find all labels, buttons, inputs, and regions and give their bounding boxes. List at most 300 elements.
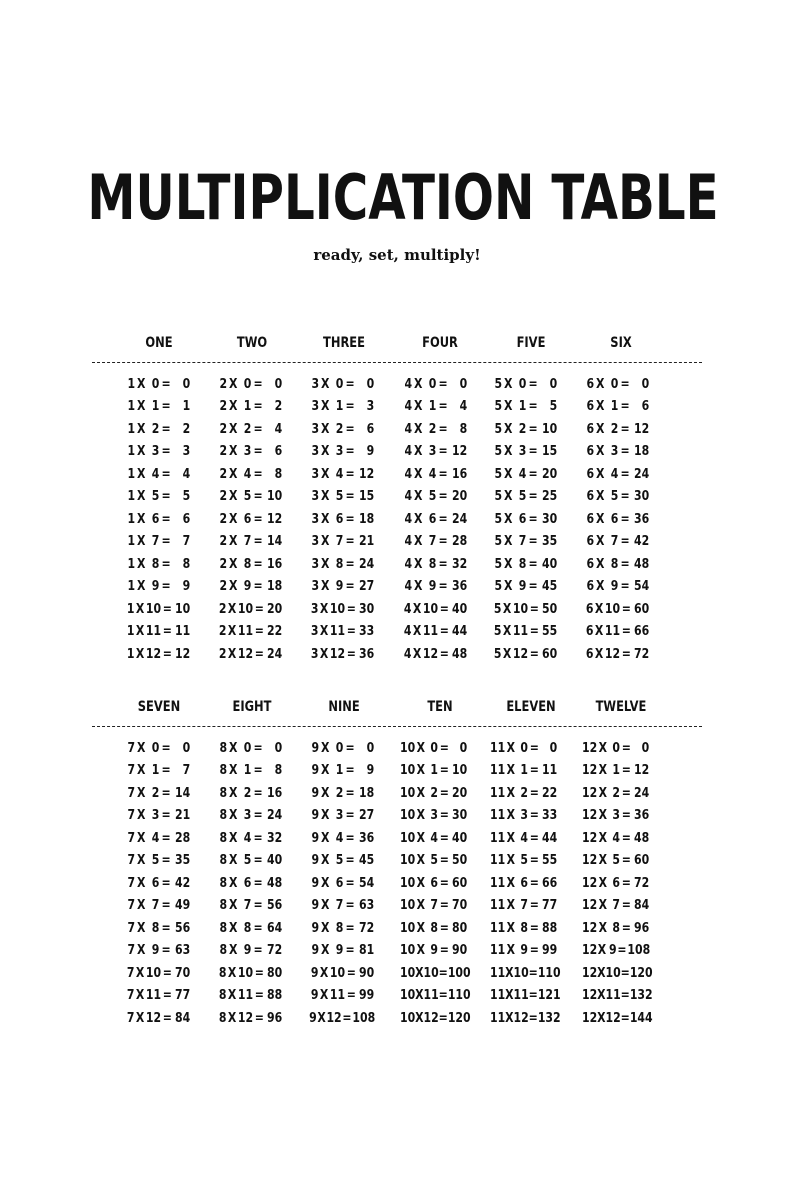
equation-row (123, 1007, 190, 1030)
equals-sign: = (621, 763, 631, 779)
equals-sign: = (529, 740, 539, 756)
times-sign: X (413, 399, 423, 415)
times-sign: X (597, 943, 607, 959)
equation-row (123, 805, 190, 828)
multiplicand: 8 (219, 808, 228, 824)
multiplier: 6 (518, 511, 527, 527)
equation-row (400, 940, 467, 963)
multiplicand: 5 (494, 466, 503, 482)
equation-row (400, 782, 467, 805)
equals-sign: = (161, 511, 171, 527)
product: 66 (542, 875, 558, 891)
times-sign: X (416, 943, 426, 959)
times-sign: X (136, 444, 146, 460)
times-table-nine (307, 737, 387, 1030)
times-sign: X (320, 421, 330, 437)
product: 30 (634, 489, 650, 505)
product: 12 (452, 444, 468, 460)
times-sign: X (136, 579, 146, 595)
equals-sign: = (346, 965, 356, 981)
times-sign: X (503, 511, 513, 527)
equation-row (490, 782, 557, 805)
product: 25 (542, 489, 558, 505)
equation-row (215, 895, 282, 918)
equals-sign: = (161, 808, 171, 824)
multiplicand: 4 (404, 579, 413, 595)
times-sign: X (597, 965, 606, 981)
times-sign: X (135, 601, 145, 617)
multiplicand: 4 (404, 489, 413, 505)
equation-row (307, 872, 374, 895)
multiplier: 7 (335, 534, 344, 550)
multiplicand: 2 (218, 624, 227, 640)
multiplicand: 5 (494, 399, 503, 415)
equation-row (490, 486, 557, 509)
equals-sign: = (621, 601, 631, 617)
equals-sign: = (253, 763, 263, 779)
equals-sign: = (621, 898, 631, 914)
equals-sign: = (253, 875, 263, 891)
equation-row (307, 985, 374, 1008)
product: 18 (359, 785, 375, 801)
equals-sign: = (161, 399, 171, 415)
equals-sign: = (345, 875, 355, 891)
product: 27 (359, 579, 375, 595)
equals-sign: = (439, 740, 449, 756)
multiplier: 2 (151, 785, 160, 801)
product: 56 (267, 898, 283, 914)
product: 0 (459, 376, 468, 392)
equals-sign: = (254, 646, 264, 662)
multiplier: 0 (335, 740, 344, 756)
equals-sign: = (528, 399, 538, 415)
equals-sign: = (438, 534, 448, 550)
multiplicand: 2 (219, 556, 228, 572)
times-sign: X (595, 534, 605, 550)
product: 0 (549, 376, 558, 392)
multiplier: 0 (610, 376, 619, 392)
multiplicand: 4 (404, 376, 413, 392)
equals-sign: = (528, 556, 538, 572)
equation-row (490, 737, 557, 760)
multiplicand: 3 (311, 399, 320, 415)
multiplicand: 11 (490, 965, 506, 981)
times-sign: X (136, 534, 146, 550)
product: 108 (627, 943, 651, 959)
times-sign: X (416, 763, 426, 779)
multiplier: 1 (243, 763, 252, 779)
equation-row (582, 850, 649, 873)
times-sign: X (320, 579, 330, 595)
times-sign: X (228, 511, 238, 527)
product: 132 (629, 988, 653, 1004)
equation-row (400, 486, 467, 509)
product: 0 (641, 740, 650, 756)
multiplier: 0 (243, 376, 252, 392)
equals-sign: = (345, 556, 355, 572)
times-sign: X (413, 511, 423, 527)
product: 8 (182, 556, 191, 572)
multiplicand: 8 (219, 785, 228, 801)
multiplier: 6 (610, 511, 619, 527)
equals-sign: = (620, 511, 630, 527)
times-sign: X (597, 1010, 606, 1026)
equation-row (215, 643, 282, 666)
multiplicand: 1 (126, 601, 135, 617)
multiplicand: 4 (404, 399, 413, 415)
equals-sign: = (438, 466, 448, 482)
equation-row (215, 850, 282, 873)
times-sign: X (136, 466, 146, 482)
times-sign: X (319, 601, 329, 617)
times-sign: X (595, 579, 605, 595)
times-sign: X (136, 556, 146, 572)
multiplicand: 8 (219, 763, 228, 779)
multiplier: 9 (428, 579, 437, 595)
multiplier: 10 (422, 601, 439, 617)
product: 18 (359, 511, 375, 527)
equals-sign: = (439, 624, 449, 640)
multiplier: 8 (151, 920, 160, 936)
multiplier: 11 (145, 624, 162, 640)
times-table-twelve (582, 737, 662, 1030)
multiplier: 4 (243, 466, 252, 482)
equation-row (307, 940, 374, 963)
equation-row (490, 553, 557, 576)
multiplier: 9 (335, 579, 344, 595)
product: 35 (175, 853, 191, 869)
equation-row (400, 441, 467, 464)
equals-sign: = (161, 763, 171, 779)
product: 28 (175, 830, 191, 846)
equals-sign: = (620, 421, 630, 437)
multiplier: 12 (237, 1010, 254, 1026)
product: 0 (274, 740, 283, 756)
equation-row (215, 508, 282, 531)
multiplier: 10 (329, 965, 346, 981)
equals-sign: = (620, 489, 630, 505)
equals-sign: = (528, 534, 538, 550)
product: 32 (267, 830, 283, 846)
multiplicand: 4 (404, 444, 413, 460)
product: 0 (549, 740, 558, 756)
times-sign: X (136, 943, 146, 959)
multiplier: 7 (243, 534, 252, 550)
times-sign: X (598, 830, 608, 846)
equation-row (215, 576, 282, 599)
multiplier: 1 (151, 399, 160, 415)
multiplicand: 9 (311, 830, 320, 846)
product: 66 (634, 624, 650, 640)
table-header-ten: TEN (427, 699, 453, 715)
times-sign: X (136, 808, 146, 824)
multiplier: 8 (612, 920, 620, 936)
multiplier: 1 (151, 763, 160, 779)
equals-sign: = (620, 399, 630, 415)
times-sign: X (595, 511, 605, 527)
product: 63 (175, 943, 191, 959)
multiplier: 12 (605, 1010, 621, 1026)
equation-row (490, 418, 557, 441)
equation-row (307, 396, 374, 419)
multiplicand: 3 (311, 489, 320, 505)
equation-row (215, 962, 282, 985)
multiplier: 11 (237, 988, 254, 1004)
equation-row (307, 553, 374, 576)
product: 84 (634, 898, 650, 914)
times-table-ten (400, 737, 480, 1030)
equals-sign: = (617, 943, 627, 959)
equation-row (123, 576, 190, 599)
multiplier: 6 (612, 875, 620, 891)
table-header-twelve: TWELVE (595, 699, 647, 715)
times-sign: X (227, 646, 237, 662)
multiplicand: 1 (127, 466, 136, 482)
multiplicand: 12 (582, 920, 598, 936)
product: 60 (634, 853, 650, 869)
equals-sign: = (254, 601, 264, 617)
equals-sign: = (620, 579, 630, 595)
multiplier: 3 (243, 444, 252, 460)
multiplier: 12 (513, 1010, 529, 1026)
multiplier: 5 (243, 853, 252, 869)
multiplicand: 4 (404, 511, 413, 527)
product: 44 (452, 624, 468, 640)
times-sign: X (228, 579, 238, 595)
times-sign: X (503, 579, 513, 595)
times-sign: X (595, 444, 605, 460)
multiplier: 2 (243, 785, 252, 801)
times-sign: X (412, 624, 422, 640)
times-sign: X (506, 853, 516, 869)
equation-row (582, 827, 649, 850)
times-sign: X (135, 624, 145, 640)
table-header-seven: SEVEN (137, 699, 181, 715)
multiplicand: 4 (403, 624, 412, 640)
equation-row (400, 396, 467, 419)
times-sign: X (506, 920, 516, 936)
multiplicand: 3 (311, 579, 320, 595)
multiplicand: 5 (493, 646, 502, 662)
product: 56 (175, 920, 191, 936)
equals-sign: = (438, 556, 448, 572)
equals-sign: = (621, 785, 631, 801)
equals-sign: = (253, 579, 263, 595)
section-headers (92, 330, 702, 356)
product: 144 (629, 1010, 653, 1026)
multiplicand: 12 (582, 740, 598, 756)
times-table-six (582, 373, 662, 666)
multiplier: 11 (513, 988, 529, 1004)
multiplier: 0 (612, 740, 620, 756)
equation-row (123, 486, 190, 509)
multiplicand: 7 (127, 785, 136, 801)
equation-row (215, 985, 282, 1008)
multiplicand: 11 (490, 875, 506, 891)
times-sign: X (228, 898, 238, 914)
equation-row (400, 531, 467, 554)
equation-row (400, 737, 467, 760)
multiplicand: 11 (490, 988, 506, 1004)
equals-sign: = (253, 489, 263, 505)
times-sign: X (227, 965, 237, 981)
product: 48 (634, 830, 650, 846)
equals-sign: = (345, 853, 355, 869)
product: 8 (459, 421, 468, 437)
equation-row (215, 598, 282, 621)
product: 54 (359, 875, 375, 891)
equation-row (582, 396, 649, 419)
equation-row (400, 760, 467, 783)
multiplier: 7 (243, 898, 252, 914)
equation-row (307, 1007, 374, 1030)
multiplier: 5 (151, 853, 160, 869)
times-sign: X (416, 898, 426, 914)
equation-row (490, 1007, 561, 1030)
multiplier: 4 (335, 466, 344, 482)
section-headers (92, 694, 702, 720)
times-table-five (490, 373, 570, 666)
multiplicand: 7 (127, 898, 136, 914)
table-header-four: FOUR (422, 335, 458, 351)
times-sign: X (228, 444, 238, 460)
times-sign: X (413, 376, 423, 392)
equals-sign: = (345, 444, 355, 460)
equals-sign: = (345, 489, 355, 505)
times-sign: X (136, 763, 146, 779)
multiplicand: 1 (127, 534, 136, 550)
multiplier: 5 (151, 489, 160, 505)
equals-sign: = (346, 601, 356, 617)
product: 0 (459, 740, 468, 756)
product: 55 (542, 624, 558, 640)
equals-sign: = (346, 624, 356, 640)
product: 22 (267, 624, 283, 640)
product: 18 (634, 444, 650, 460)
equals-sign: = (345, 740, 355, 756)
multiplier: 0 (518, 376, 527, 392)
times-sign: X (416, 785, 426, 801)
equation-row (307, 805, 374, 828)
multiplier: 10 (513, 965, 529, 981)
multiplicand: 3 (311, 466, 320, 482)
equals-sign: = (161, 466, 171, 482)
multiplicand: 9 (311, 898, 320, 914)
product: 108 (352, 1010, 376, 1026)
multiplicand: 11 (490, 808, 506, 824)
product: 12 (359, 466, 375, 482)
multiplier: 7 (151, 898, 160, 914)
multiplier: 3 (518, 444, 527, 460)
equals-sign: = (528, 965, 538, 981)
times-sign: X (320, 399, 330, 415)
product: 42 (175, 875, 191, 891)
equals-sign: = (253, 785, 263, 801)
equation-row (123, 508, 190, 531)
dashed-divider (92, 726, 702, 727)
equation-row (582, 553, 649, 576)
times-sign: X (135, 646, 145, 662)
equals-sign: = (346, 988, 356, 1004)
equation-row (123, 373, 190, 396)
multiplicand: 8 (219, 920, 228, 936)
multiplier: 5 (610, 489, 619, 505)
equation-row (490, 760, 557, 783)
product: 5 (549, 399, 558, 415)
product: 80 (452, 920, 468, 936)
multiplier: 4 (151, 830, 160, 846)
product: 20 (542, 466, 558, 482)
equals-sign: = (439, 646, 449, 662)
multiplier: 5 (428, 489, 437, 505)
product: 10 (267, 489, 283, 505)
equation-row (490, 463, 557, 486)
multiplicand: 8 (219, 898, 228, 914)
multiplier: 11 (605, 988, 621, 1004)
equals-sign: = (438, 421, 448, 437)
equals-sign: = (438, 579, 448, 595)
product: 3 (182, 444, 191, 460)
product: 8 (274, 763, 283, 779)
times-sign: X (416, 808, 426, 824)
product: 16 (267, 556, 283, 572)
multiplicand: 2 (219, 511, 228, 527)
equation-row (307, 598, 374, 621)
multiplicand: 10 (400, 763, 416, 779)
multiplier: 6 (151, 511, 160, 527)
equation-row (307, 643, 374, 666)
equals-sign: = (253, 466, 263, 482)
equals-sign: = (621, 740, 631, 756)
times-sign: X (320, 740, 330, 756)
equation-row (582, 895, 649, 918)
product: 20 (452, 489, 468, 505)
times-sign: X (413, 579, 423, 595)
equals-sign: = (161, 489, 171, 505)
equation-row (582, 531, 649, 554)
multiplier: 3 (151, 808, 160, 824)
equals-sign: = (162, 624, 172, 640)
product: 40 (452, 830, 468, 846)
multiplier: 2 (243, 421, 252, 437)
table-header-three: THREE (323, 335, 365, 351)
equals-sign: = (439, 763, 449, 779)
multiplier: 8 (335, 556, 344, 572)
equals-sign: = (438, 399, 448, 415)
equals-sign: = (253, 898, 263, 914)
multiplicand: 11 (490, 898, 506, 914)
product: 0 (641, 376, 650, 392)
multiplier: 6 (428, 511, 437, 527)
times-sign: X (320, 763, 330, 779)
multiplicand: 7 (126, 965, 135, 981)
multiplicand: 5 (494, 534, 503, 550)
product: 0 (366, 740, 375, 756)
product: 12 (267, 511, 283, 527)
multiplier: 10 (423, 965, 439, 981)
product: 33 (359, 624, 375, 640)
product: 96 (634, 920, 650, 936)
equation-row (307, 621, 374, 644)
multiplicand: 9 (311, 740, 320, 756)
product: 64 (267, 920, 283, 936)
multiplicand: 10 (400, 830, 416, 846)
equals-sign: = (345, 579, 355, 595)
equals-sign: = (345, 399, 355, 415)
multiplicand: 3 (311, 421, 320, 437)
times-sign: X (136, 830, 146, 846)
product: 0 (182, 376, 191, 392)
